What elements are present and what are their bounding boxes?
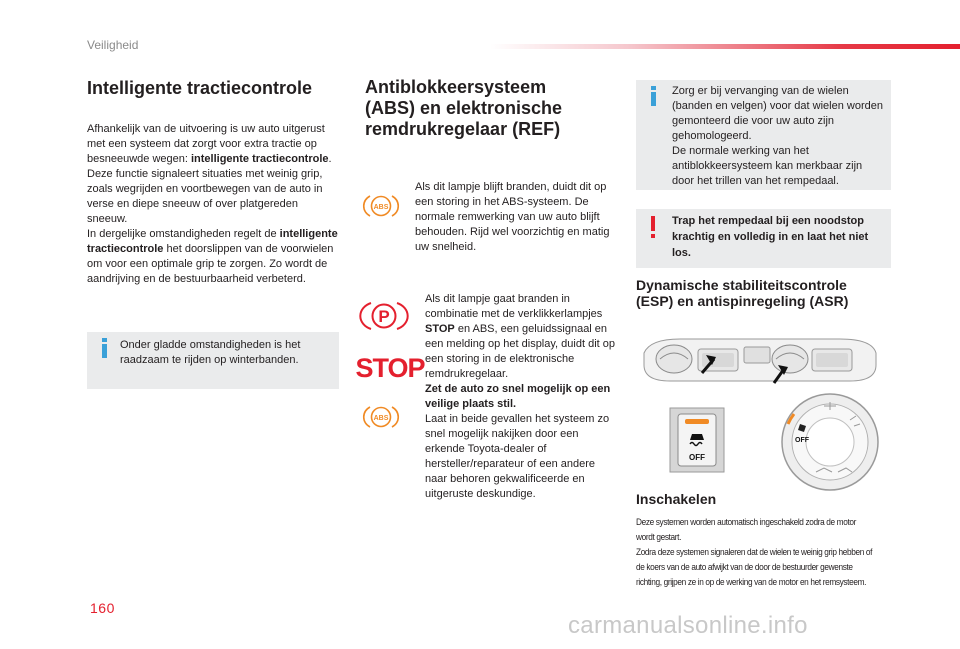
watermark: carmanualsonline.info [568, 612, 808, 639]
stop-lamp-icon [355, 352, 425, 383]
esp-off-switch [670, 408, 724, 472]
traction-p2: Deze functie signaleert situaties met weinig grip, zoals wegrijden en voortbewegen van de auto in verse en diepe sneeuw of over platgereden sneeuw. [87, 168, 323, 225]
parking-brake-lamp-icon [364, 300, 404, 332]
info-icon [97, 338, 113, 358]
abs-lamp-label-2: ABS [373, 415, 389, 422]
inschakelen-text: Deze systemen worden automatisch ingeschakeld zodra de motor wordt gestart. Zodra deze systemen signaleren dat de wielen te weinig grip hebben of de koers van de auto afwijkt van de door de bestuurder gewenste richting, grijpen ze in op de werking van de motor en het remsysteem. [636, 517, 873, 587]
traction-p1: Afhankelijk van de uitvoering is uw auto uitgerust met een systeem dat zorgt voor extra tractie op besneeuwde wegen: intelligente tractiecontrole. [87, 123, 332, 165]
traction-info-box [87, 332, 339, 389]
abs-lamp-text: Als dit lampje blijft branden, duidt dit op een storing in het ABS-systeem. De normale remwerking van uw auto blijft behouden. Rijd wel voorzichtig en matig uw snelheid. [415, 181, 610, 253]
dashboard-illustration [640, 335, 880, 387]
traction-title: Intelligente tractiecontrole [87, 78, 313, 98]
section-label: Veiligheid [87, 38, 139, 52]
info-icon [646, 86, 662, 106]
header-accent-bar [490, 44, 960, 49]
inschakelen-title: Inschakelen [636, 491, 717, 507]
abs-lamp-icon-2 [364, 404, 398, 430]
abs-combo-text: Als dit lampje gaat branden in combinatie met de verklikkerlampjes STOP en ABS, een geluidssignaal en een melding op het display, duidt dit op een storing in de elektronische remdrukregelaar. Zet de auto zo snel mogelijk op een veilige plaats stil. Laat in beide gevallen het systeem zo snel mogelijk nakijken door een erkende Toyota-dealer of hersteller/reparateur of een andere naar behoren gekwalificeerde en uitgeruste deskundige. [425, 293, 615, 500]
warning-icon [648, 215, 658, 239]
page-number: 160 [90, 600, 115, 616]
abs-lamp-icon [364, 193, 398, 219]
esp-title: Dynamische stabiliteitscontrole (ESP) en antispinregeling (ASR) [636, 277, 849, 309]
traction-info-text: Onder gladde omstandigheden is het raadzaam te rijden op winterbanden. [120, 339, 301, 366]
abs-title: Antiblokkeersysteem (ABS) en elektronische remdrukregelaar (REF) [365, 77, 563, 139]
abs-lamp-label: ABS [373, 204, 389, 211]
traction-body [87, 122, 339, 287]
traction-p3: In dergelijke omstandigheden regelt de intelligente tractiecontrole het doorslippen van de voorwielen om voor een optimale grip te zorgen. Zo wordt de aandrijving en de bestuurbaarheid verbeterd. [87, 228, 338, 285]
wheels-info-box [636, 80, 891, 190]
off-label: OFF [689, 453, 705, 462]
warning-box [636, 209, 891, 268]
wheels-info-text: Zorg er bij vervanging van de wielen (banden en velgen) voor dat wielen worden gemonteerd die voor uw auto zijn gehomologeerd. De normale werking van het antiblokkeersysteem kan merkbaar zijn door het trillen van het rempedaal. [672, 85, 883, 187]
esp-indicator-led [685, 419, 709, 424]
parking-brake-label: P [378, 307, 390, 326]
stop-lamp-label: STOP [355, 353, 425, 383]
selector-off-label: OFF [795, 437, 809, 444]
warning-text: Trap het rempedaal bij een noodstop krachtig en volledig in en laat het niet los. [672, 215, 869, 259]
drive-mode-selector [780, 392, 880, 492]
abs-combo-bold: Zet de auto zo snel mogelijk op een veilige plaats stil. [425, 383, 611, 410]
skid-car-icon [690, 434, 704, 440]
